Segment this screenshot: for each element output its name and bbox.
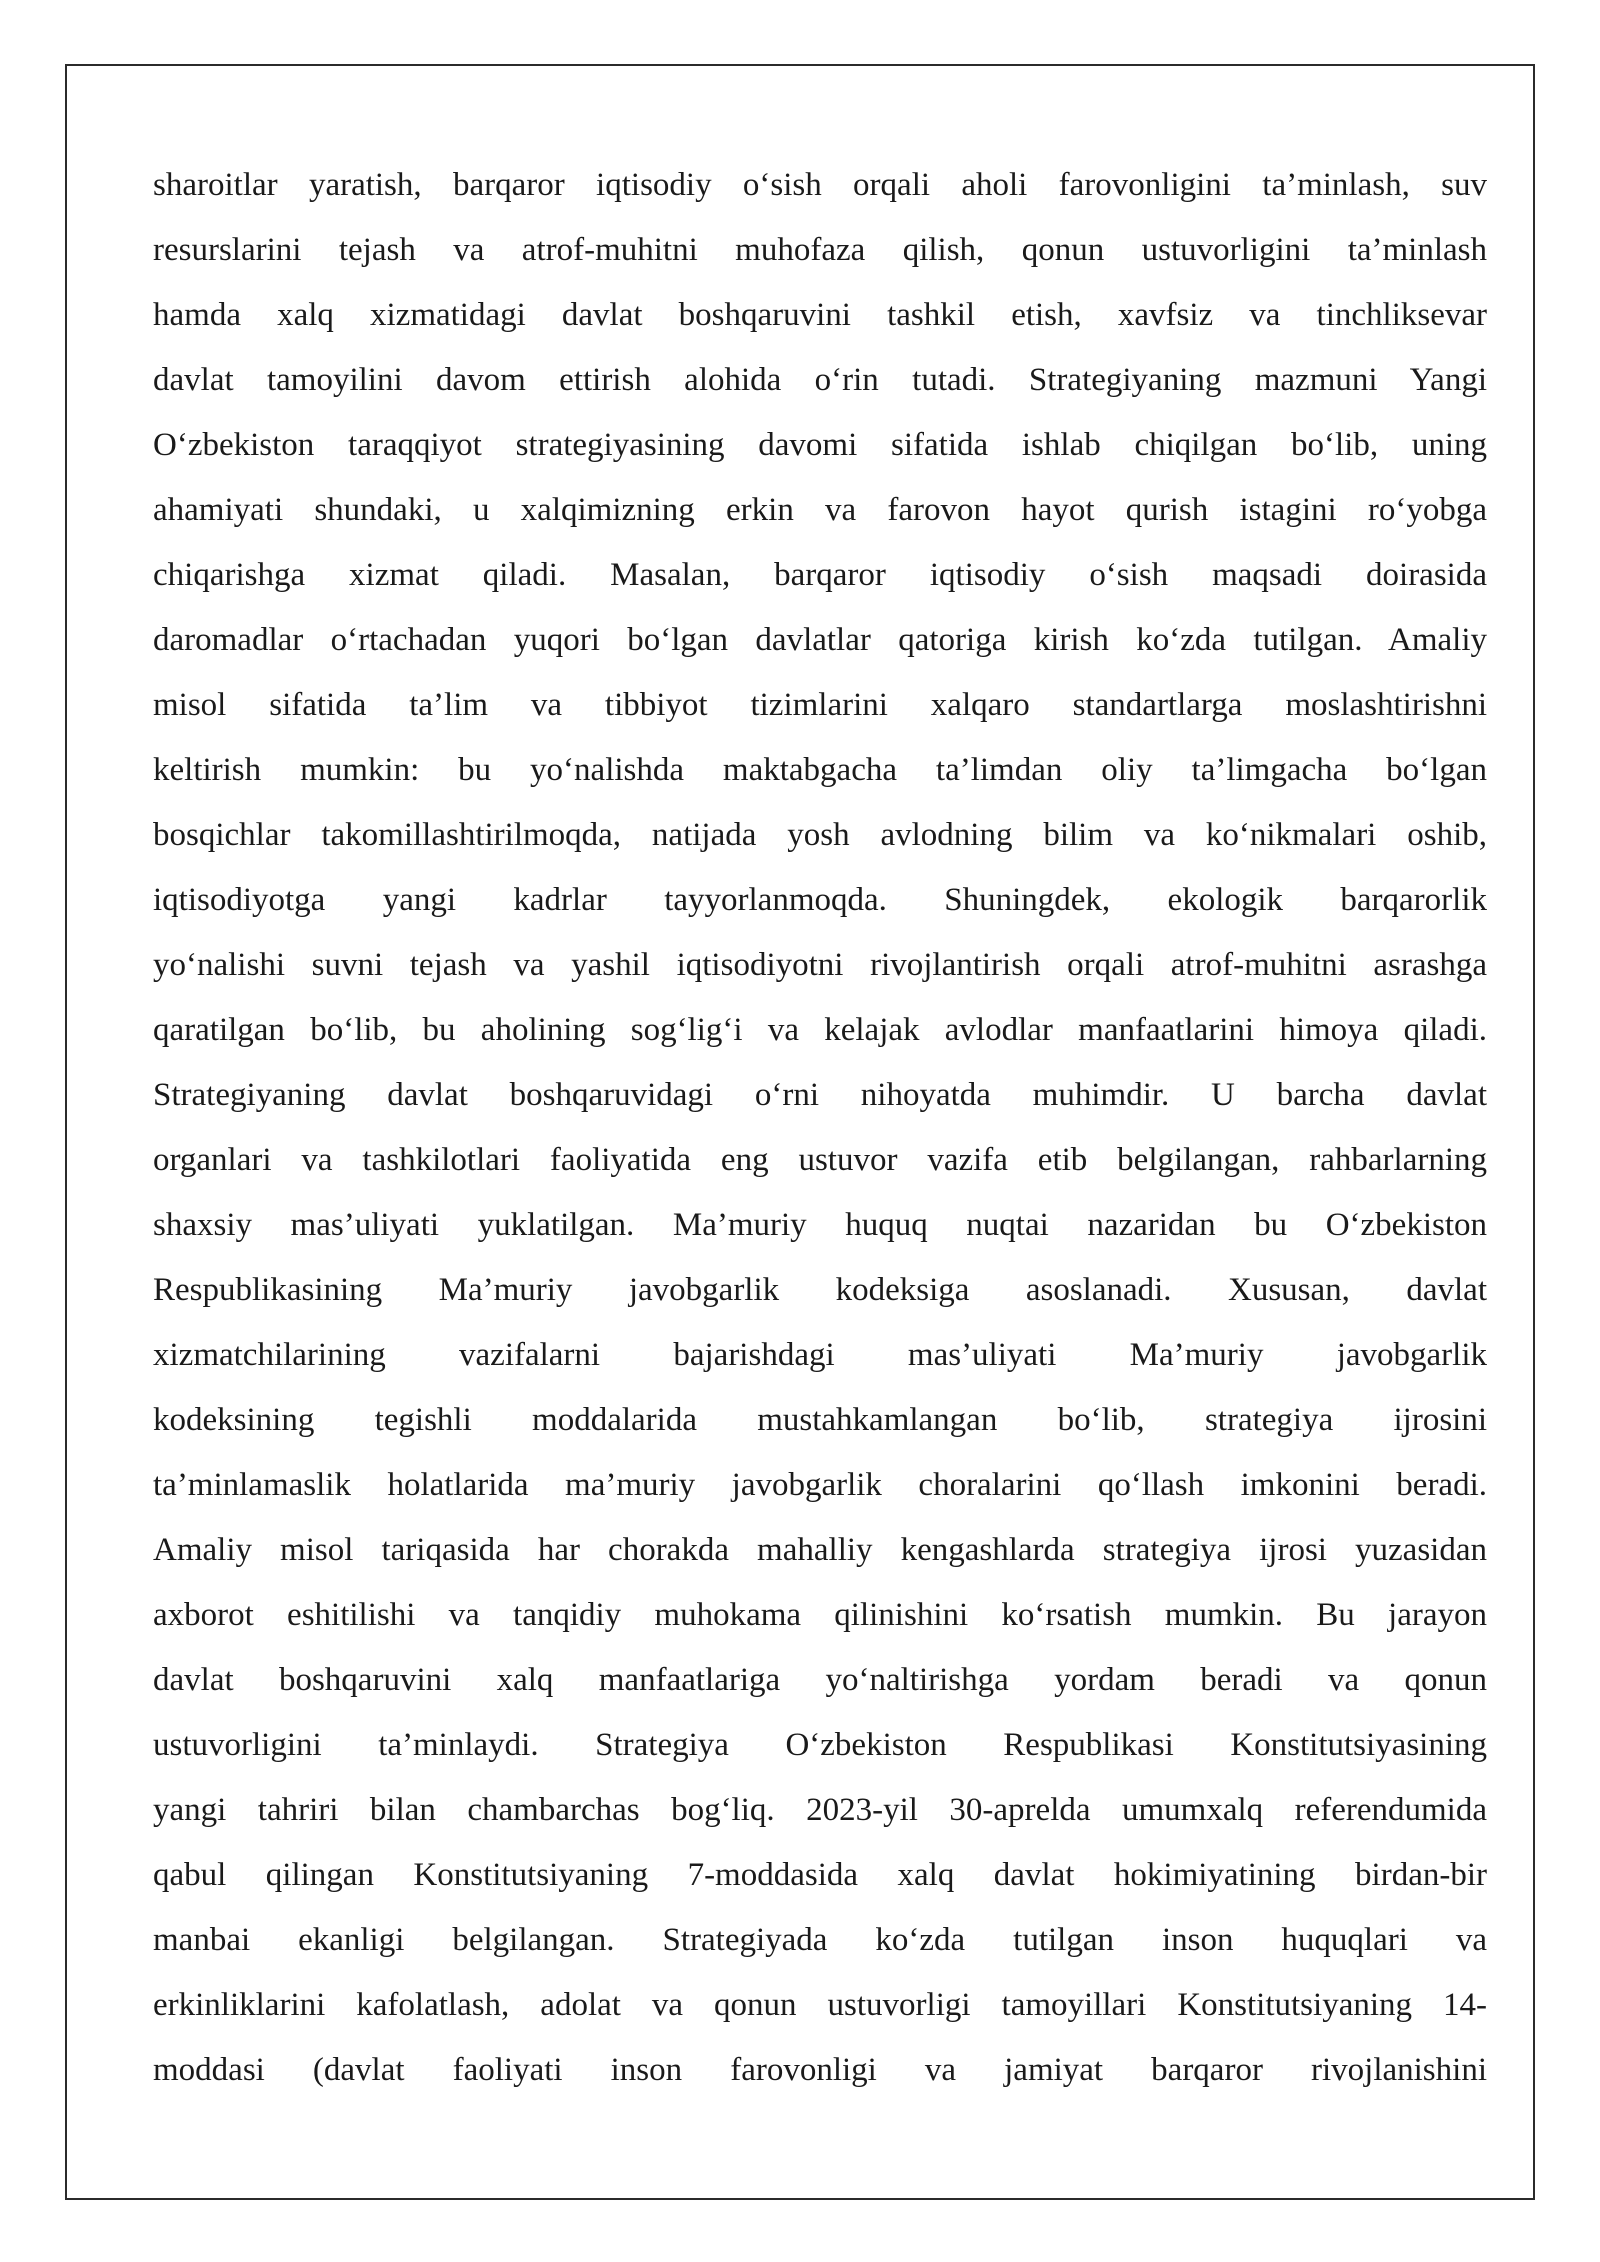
text-line: hamda xalq xizmatidagi davlat boshqaruvini tashkil etish, xavfsiz va tinchliksevar [153, 297, 1487, 333]
text-line: bosqichlar takomillashtirilmoqda, natijada yosh avlodning bilim va ko‘nikmalari oshib, [153, 817, 1487, 853]
text-line: Strategiyaning davlat boshqaruvidagi o‘rni nihoyatda muhimdir. U barcha davlat [153, 1077, 1487, 1113]
text-line: erkinliklarini kafolatlash, adolat va qonun ustuvorligi tamoyillari Konstitutsiyaning 14- [153, 1987, 1487, 2023]
text-line: yangi tahriri bilan chambarchas bog‘liq. 2023-yil 30-aprelda umumxalq referendumida [153, 1792, 1487, 1828]
text-line: yo‘nalishi suvni tejash va yashil iqtisodiyotni rivojlantirish orqali atrof-muhitni asrashga [153, 947, 1487, 983]
text-line: iqtisodiyotga yangi kadrlar tayyorlanmoqda. Shuningdek, ekologik barqarorlik [153, 882, 1487, 918]
text-line: axborot eshitilishi va tanqidiy muhokama qilinishini ko‘rsatish mumkin. Bu jarayon [153, 1597, 1487, 1633]
text-line: manbai ekanligi belgilangan. Strategiyada ko‘zda tutilgan inson huquqlari va [153, 1922, 1487, 1958]
text-line: davlat tamoyilini davom ettirish alohida o‘rin tutadi. Strategiyaning mazmuni Yangi [153, 362, 1487, 398]
text-line: Respublikasining Ma’muriy javobgarlik kodeksiga asoslanadi. Xususan, davlat [153, 1272, 1487, 1308]
text-line: kodeksining tegishli moddalarida mustahkamlangan bo‘lib, strategiya ijrosini [153, 1402, 1487, 1438]
page-border [65, 64, 1535, 2200]
text-line: organlari va tashkilotlari faoliyatida eng ustuvor vazifa etib belgilangan, rahbarlarning [153, 1142, 1487, 1178]
text-line: qaratilgan bo‘lib, bu aholining sog‘lig‘i va kelajak avlodlar manfaatlarini himoya qiladi. [153, 1012, 1487, 1048]
text-line: resurslarini tejash va atrof-muhitni muhofaza qilish, qonun ustuvorligini ta’minlash [153, 232, 1487, 268]
text-line: xizmatchilarining vazifalarni bajarishdagi mas’uliyati Ma’muriy javobgarlik [153, 1337, 1487, 1373]
text-line: shaxsiy mas’uliyati yuklatilgan. Ma’muriy huquq nuqtai nazaridan bu O‘zbekiston [153, 1207, 1487, 1243]
text-line: chiqarishga xizmat qiladi. Masalan, barqaror iqtisodiy o‘sish maqsadi doirasida [153, 557, 1487, 593]
text-line: keltirish mumkin: bu yo‘nalishda maktabgacha ta’limdan oliy ta’limgacha bo‘lgan [153, 752, 1487, 788]
text-line: sharoitlar yaratish, barqaror iqtisodiy o‘sish orqali aholi farovonligini ta’minlash, suv [153, 167, 1487, 203]
text-line: daromadlar o‘rtachadan yuqori bo‘lgan davlatlar qatoriga kirish ko‘zda tutilgan. Amaliy [153, 622, 1487, 658]
body-text [153, 153, 1487, 2103]
text-line: ta’minlamaslik holatlarida ma’muriy javobgarlik choralarini qo‘llash imkonini beradi. [153, 1467, 1487, 1503]
text-line: O‘zbekiston taraqqiyot strategiyasining davomi sifatida ishlab chiqilgan bo‘lib, uning [153, 427, 1487, 463]
text-line: misol sifatida ta’lim va tibbiyot tizimlarini xalqaro standartlarga moslashtirishni [153, 687, 1487, 723]
text-line: moddasi (davlat faoliyati inson farovonligi va jamiyat barqaror rivojlanishini [153, 2052, 1487, 2088]
text-line: qabul qilingan Konstitutsiyaning 7-moddasida xalq davlat hokimiyatining birdan-bir [153, 1857, 1487, 1893]
text-line: ahamiyati shundaki, u xalqimizning erkin va farovon hayot qurish istagini ro‘yobga [153, 492, 1487, 528]
text-line: Amaliy misol tariqasida har chorakda mahalliy kengashlarda strategiya ijrosi yuzasidan [153, 1532, 1487, 1568]
text-line: davlat boshqaruvini xalq manfaatlariga yo‘naltirishga yordam beradi va qonun [153, 1662, 1487, 1698]
text-line: ustuvorligini ta’minlaydi. Strategiya O‘zbekiston Respublikasi Konstitutsiyasining [153, 1727, 1487, 1763]
